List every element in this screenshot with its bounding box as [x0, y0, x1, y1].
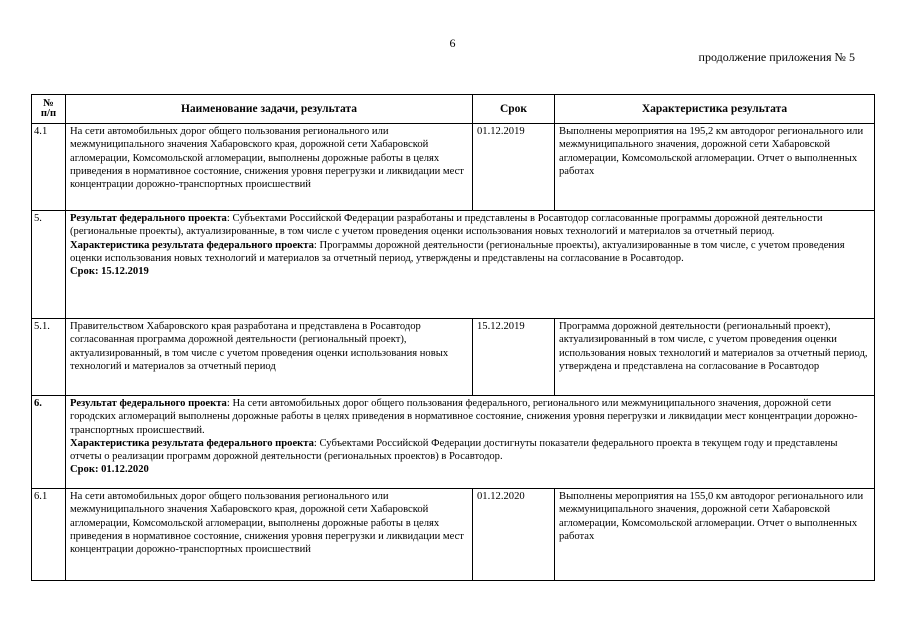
characteristic-cell: Выполнены мероприятия на 195,2 км автодорог регионального или межмуниципального значения, дорожной сети Хабаровской агломерации, Комсомольской агломерации. Отчет о выполненных работах	[555, 124, 875, 211]
task-name-cell: На сети автомобильных дорог общего пользования регионального или межмуниципального значения Хабаровского края, дорожной сети Хабаровской агломерации, Комсомольской агломерации, выполнены дорожные работы в целях приведения в нормативное состояние, снижения уровня перегрузки и ликвидации мест концентрации дорожно-транспортных происшествий	[66, 489, 473, 581]
row-number: 5.	[32, 211, 66, 319]
characteristic-text: : Программы дорожной деятельности (региональные проекты), актуализированные в том числе, с учетом проведения оценки использования новых технологий и материалов за отчетный период, утверждены и представлены на согласование в Росавтодор.	[70, 239, 845, 264]
header-term: Срок	[473, 95, 555, 124]
header-task-name: Наименование задачи, результата	[66, 95, 473, 124]
header-number	[32, 95, 66, 124]
table-row	[32, 319, 875, 396]
results-table	[31, 94, 875, 581]
row-number: 6.1	[32, 489, 66, 581]
characteristic-label: Характеристика результата федерального проекта	[70, 437, 314, 449]
appendix-continuation-note: продолжение приложения № 5	[698, 50, 855, 64]
header-characteristic: Характеристика результата	[555, 95, 875, 124]
federal-result-cell	[66, 396, 875, 489]
term-cell: 15.12.2019	[473, 319, 555, 396]
characteristic-cell: Программа дорожной деятельности (региональный проект), актуализированный в том числе, с учетом проведения оценки использования новых технологий и материалов за отчетный период, утверждена и представлена на согласование в Росавтодор	[555, 319, 875, 396]
result-label: Результат федерального проекта	[70, 398, 227, 409]
row-number: 4.1	[32, 124, 66, 211]
header-number-symbol: №	[43, 97, 54, 109]
result-row	[32, 396, 875, 489]
table-row	[32, 124, 875, 211]
result-text: : На сети автомобильных дорог общего пользования федерального, регионального или межмуниципального значения, дорожной сети городских агломераций выполнены дорожные работы в целях приведения в нормативное состояние, снижения уровня перегрузки и ликвидации мест концентрации дорожно-транспортных происшествий.	[70, 398, 858, 436]
row-number: 6.	[32, 396, 66, 489]
row-number: 5.1.	[32, 319, 66, 396]
term-cell: 01.12.2020	[473, 489, 555, 581]
result-row	[32, 211, 875, 319]
deadline: Срок: 15.12.2019	[70, 266, 149, 278]
characteristic-cell: Выполнены мероприятия на 155,0 км автодорог регионального или межмуниципального значения, дорожной сети Хабаровской агломерации, Комсомольской агломерации. Отчет о выполненных работах	[555, 489, 875, 581]
result-text: : Субъектами Российской Федерации разработаны и представлены в Росавтодор согласованные программы дорожной деятельности (региональные проекты), актуализированные, в том числе с учетом проведения оценки использования новых технологий и материалов за отчетный период.	[70, 213, 823, 238]
characteristic-text: : Субъектами Российской Федерации достигнуты показатели федерального проекта в текущем году и представлены отчеты о реализации программ дорожной деятельности (региональных проектов) в Росавтодор.	[70, 437, 838, 463]
table-row	[32, 489, 875, 581]
characteristic-label: Характеристика результата федерального проекта	[70, 239, 314, 251]
table-header-row	[32, 95, 875, 124]
result-label: Результат федерального проекта	[70, 213, 227, 224]
page-number: 6	[449, 36, 456, 50]
deadline: Срок: 01.12.2020	[70, 464, 149, 476]
task-name-cell: На сети автомобильных дорог общего пользования регионального или межмуниципального значения Хабаровского края, дорожной сети Хабаровской агломерации, Комсомольской агломерации, выполнены дорожные работы в целях приведения в нормативное состояние, снижения уровня перегрузки и ликвидации мест концентрации дорожно-транспортных происшествий	[66, 124, 473, 211]
term-cell: 01.12.2019	[473, 124, 555, 211]
federal-result-cell	[66, 211, 875, 319]
task-name-cell: Правительством Хабаровского края разработана и представлена в Росавтодор согласованная программа дорожной деятельности (региональный проект), актуализированный, в том числе с учетом проведения оценки использования новых технологий и материалов за отчетный период	[66, 319, 473, 396]
header-number-abbrev: п/п	[40, 108, 57, 119]
